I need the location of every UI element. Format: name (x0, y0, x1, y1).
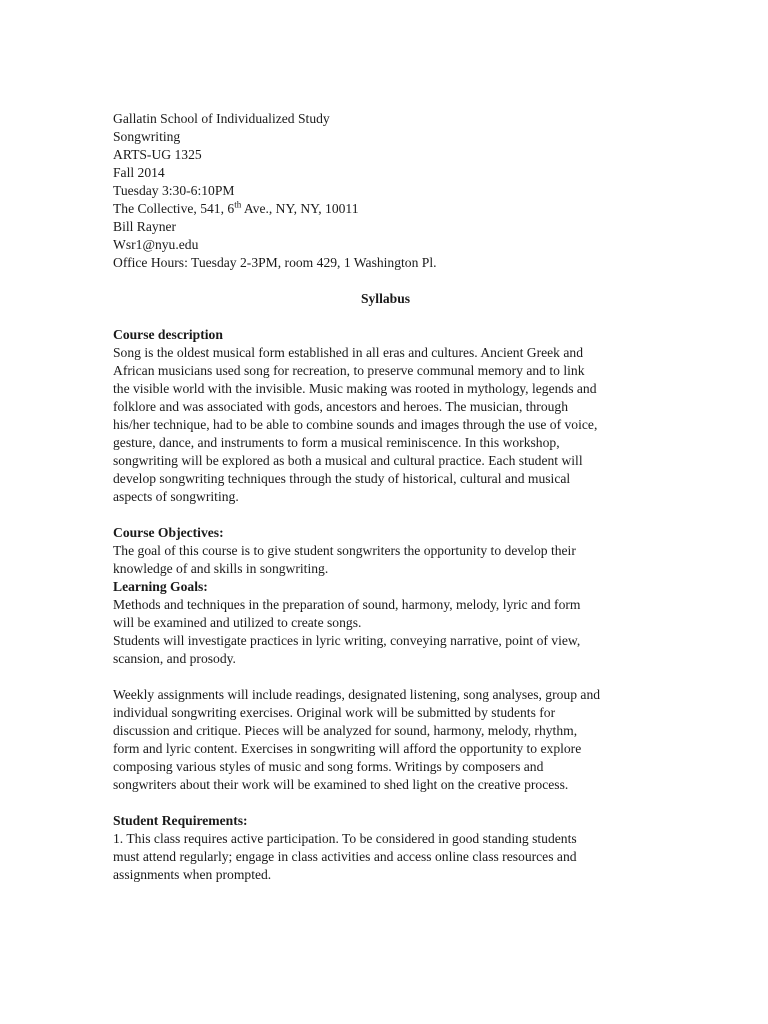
student-requirements-line: 1. This class requires active participation. To be considered in good standing students (113, 831, 577, 846)
course-code: ARTS-UG 1325 (113, 147, 202, 162)
learning-goals-line: Students will investigate practices in lyric writing, conveying narrative, point of view, (113, 633, 581, 648)
weekly-assignments-line: discussion and critique. Pieces will be analyzed for sound, harmony, melody, rhythm, (113, 723, 578, 738)
student-requirements-section (113, 812, 658, 884)
learning-goals-section (113, 578, 658, 668)
learning-goals-heading: Learning Goals: (113, 579, 208, 594)
course-description-line: African musicians used song for recreation, to preserve communal memory and to link (113, 363, 585, 378)
course-description-heading: Course description (113, 327, 223, 342)
weekly-assignments-section (113, 686, 658, 794)
instructor-email: Wsr1@nyu.edu (113, 237, 199, 252)
course-schedule: Tuesday 3:30-6:10PM (113, 183, 235, 198)
weekly-assignments-line: composing various styles of music and song forms. Writings by composers and (113, 759, 544, 774)
learning-goals-line: will be examined and utilized to create songs. (113, 615, 362, 630)
course-objectives-line: The goal of this course is to give student songwriters the opportunity to develop their (113, 543, 576, 558)
office-hours: Office Hours: Tuesday 2-3PM, room 429, 1 Washington Pl. (113, 255, 437, 270)
learning-goals-line: Methods and techniques in the preparation of sound, harmony, melody, lyric and form (113, 597, 581, 612)
course-objectives-section (113, 524, 658, 578)
location-text-end: Ave., NY, NY, 10011 (241, 201, 359, 216)
course-term: Fall 2014 (113, 165, 165, 180)
weekly-assignments-line: Weekly assignments will include readings, designated listening, song analyses, group and (113, 687, 601, 702)
course-description-line: the visible world with the invisible. Music making was rooted in mythology, legends and (113, 381, 597, 396)
course-description-line: develop songwriting techniques through the study of historical, cultural and musical (113, 471, 571, 486)
weekly-assignments-line: songwriters about their work will be examined to shed light on the creative process. (113, 777, 569, 792)
course-description-line: Song is the oldest musical form established in all eras and cultures. Ancient Greek and (113, 345, 583, 360)
location-text-start: The Collective, 541, 6 (113, 201, 235, 216)
course-location (113, 200, 658, 218)
course-description-line: his/her technique, had to be able to combine sounds and images through the use of voice, (113, 417, 598, 432)
weekly-assignments-line: form and lyric content. Exercises in songwriting will afford the opportunity to explore (113, 741, 582, 756)
course-description-section (113, 326, 658, 506)
location-ordinal-suffix: th (234, 199, 242, 210)
learning-goals-line: scansion, and prosody. (113, 651, 236, 666)
course-header (113, 110, 658, 272)
student-requirements-heading: Student Requirements: (113, 813, 248, 828)
course-objectives-line: knowledge of and skills in songwriting. (113, 561, 329, 576)
course-title: Songwriting (113, 129, 181, 144)
instructor-name: Bill Rayner (113, 219, 177, 234)
course-description-line: gesture, dance, and instruments to form a musical reminiscence. In this workshop, (113, 435, 560, 450)
document-content (113, 110, 658, 884)
student-requirements-line: must attend regularly; engage in class activities and access online class resources and (113, 849, 577, 864)
course-description-line: aspects of songwriting. (113, 489, 239, 504)
weekly-assignments-line: individual songwriting exercises. Original work will be submitted by students for (113, 705, 556, 720)
course-description-line: songwriting will be explored as both a musical and cultural practice. Each student will (113, 453, 583, 468)
student-requirements-line: assignments when prompted. (113, 867, 272, 882)
document-title: Syllabus (360, 291, 411, 306)
course-objectives-heading: Course Objectives: (113, 525, 224, 540)
course-description-line: folklore and was associated with gods, ancestors and heroes. The musician, through (113, 399, 569, 414)
school-name: Gallatin School of Individualized Study (113, 111, 330, 126)
